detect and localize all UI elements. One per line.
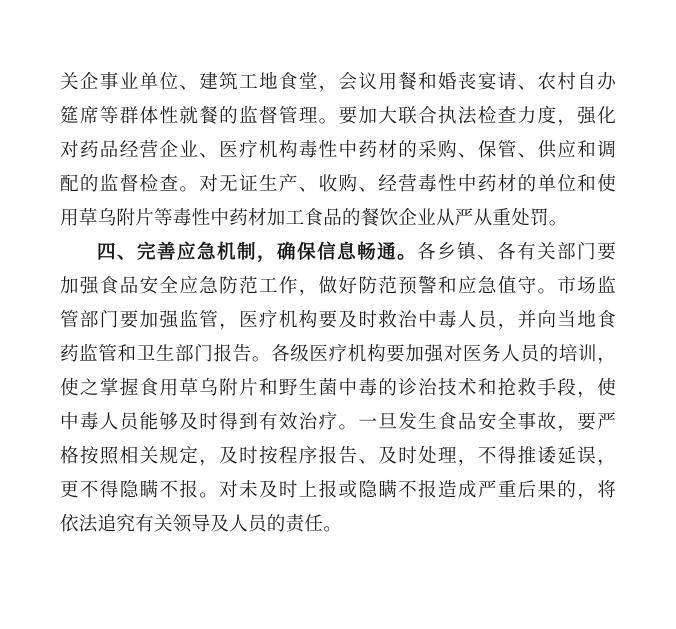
text-line: 依法追究有关领导及人员的责任。 [60, 514, 343, 535]
text-line: 配的监督检查。对无证生产、收购、经营毒性中药材的单位和使 [60, 174, 616, 195]
text-line: 对药品经营企业、医疗机构毒性中药材的采购、保管、供应和调 [60, 140, 616, 161]
heading-line-rest: 各乡镇、各有关部门要 [417, 242, 616, 263]
text-line: 管部门要加强监管，医疗机构要及时救治中毒人员，并向当地食 [60, 310, 616, 331]
paragraph-food-supervision [60, 66, 616, 236]
text-line: 关企事业单位、建筑工地食堂，会议用餐和婚丧宴请、农村自办 [60, 72, 616, 93]
text-line: 药监管和卫生部门报告。各级医疗机构要加强对医务人员的培训， [60, 344, 616, 365]
text-line: 更不得隐瞒不报。对未及时上报或隐瞒不报造成严重后果的，将 [60, 480, 616, 501]
text-line: 加强食品安全应急防范工作，做好防范预警和应急值守。市场监 [60, 276, 616, 297]
text-line: 用草乌附片等毒性中药材加工食品的餐饮企业从严从重处罚。 [60, 208, 568, 229]
paragraph-emergency-mechanism [60, 236, 616, 542]
text-line: 中毒人员能够及时得到有效治疗。一旦发生食品安全事故，要严 [60, 412, 616, 433]
section-heading: 四、完善应急机制，确保信息畅通。 [97, 242, 418, 263]
text-line: 使之掌握食用草乌附片和野生菌中毒的诊治技术和抢救手段，使 [60, 378, 616, 399]
text-line [60, 236, 616, 270]
text-line: 筵席等群体性就餐的监督管理。要加大联合执法检查力度，强化 [60, 106, 616, 127]
text-line: 格按照相关规定，及时按程序报告、及时处理，不得推诿延误， [60, 446, 616, 467]
document-page [60, 66, 616, 542]
